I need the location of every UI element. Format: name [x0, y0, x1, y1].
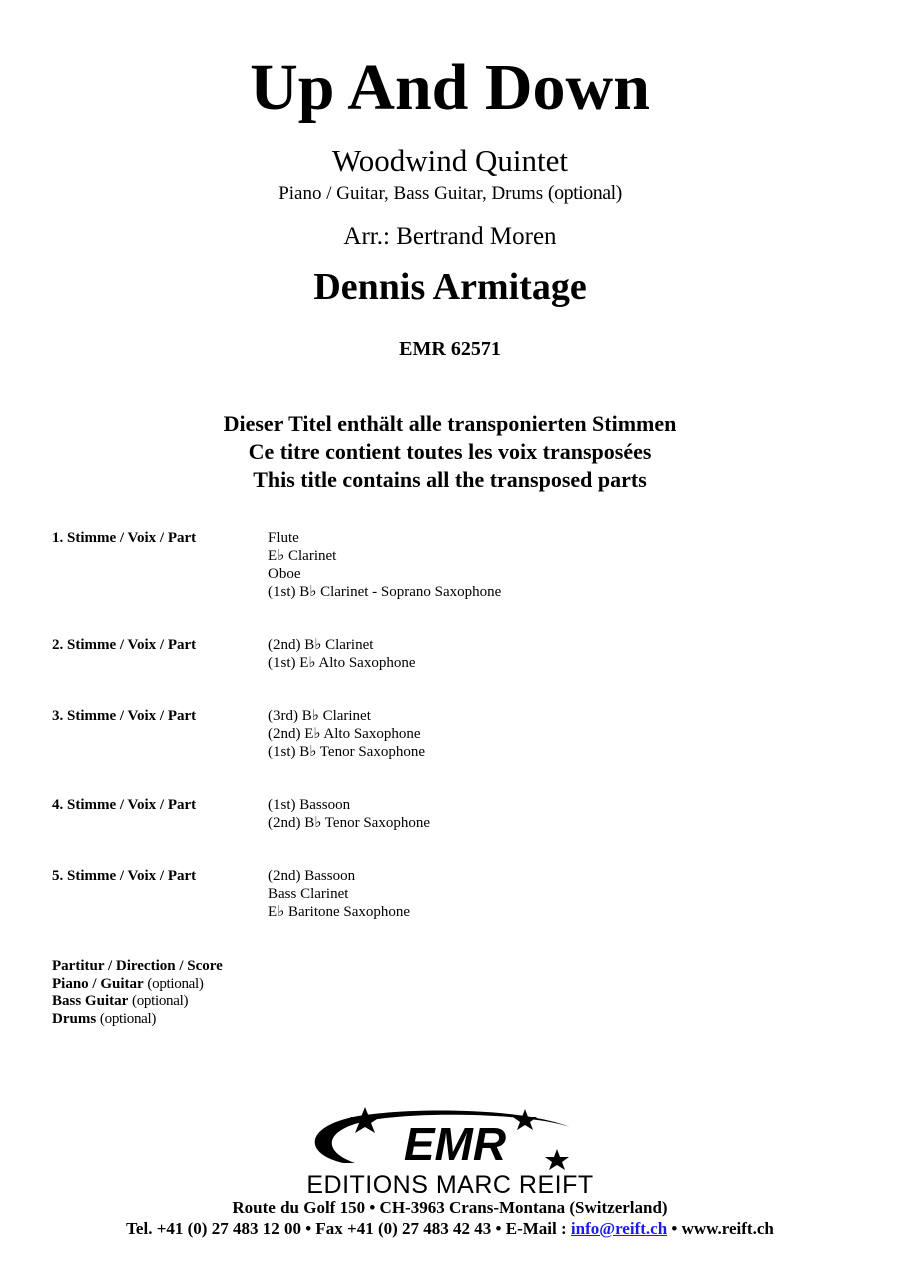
publisher-name: EDITIONS MARC REIFT [306, 1171, 594, 1199]
instrumentation-main: Piano / Guitar, Bass Guitar, Drums [278, 183, 544, 204]
notice-english: This title contains all the transposed parts [253, 467, 647, 492]
instrumentation-optional: (optional) [547, 182, 622, 204]
part-label: 3. Stimme / Voix / Part [52, 708, 197, 724]
instrument-item: Bass Clarinet [268, 886, 349, 902]
publisher-address: Route du Golf 150 • CH-3963 Crans-Montana (Switzerland) [232, 1198, 668, 1217]
logo-text: EMR [403, 1118, 507, 1170]
instrument-item: Oboe [268, 566, 301, 582]
part-instrument-list [268, 796, 430, 832]
instrument-item: (1st) B♭ Clarinet - Soprano Saxophone [268, 584, 502, 600]
additional-parts-list [52, 958, 223, 1028]
instrument-item: E♭ Clarinet [268, 548, 337, 564]
part-label: 4. Stimme / Voix / Part [52, 797, 197, 813]
part-instrument-list [268, 867, 410, 921]
contact-website: • www.reift.ch [667, 1219, 774, 1238]
part-label: 5. Stimme / Voix / Part [52, 868, 197, 884]
email-link[interactable]: info@reift.ch [570, 1219, 668, 1238]
part-label: 1. Stimme / Voix / Part [52, 530, 197, 546]
instrument-item: (1st) B♭ Tenor Saxophone [268, 744, 425, 760]
instrument-item: (2nd) B♭ Tenor Saxophone [268, 815, 430, 831]
extra-part-score: Partitur / Direction / Score [52, 958, 223, 974]
emr-logo-icon [295, 1105, 615, 1175]
notice-french: Ce titre contient toutes les voix transposées [248, 439, 652, 464]
piece-title: Up And Down [250, 51, 650, 124]
instrumentation-line [0, 181, 900, 206]
instrument-item: (3rd) B♭ Clarinet [268, 708, 371, 724]
instrument-item: Flute [268, 530, 299, 546]
part-instrument-list [268, 529, 501, 601]
composer: Dennis Armitage [313, 266, 587, 308]
arranger: Arr.: Bertrand Moren [343, 223, 557, 250]
notice-german: Dieser Titel enthält alle transponierten Stimmen [223, 411, 677, 436]
instrument-item: (2nd) B♭ Clarinet [268, 637, 374, 653]
contact-phone-fax: Tel. +41 (0) 27 483 12 00 • Fax +41 (0) 27 483 42 43 • E-Mail : [126, 1219, 571, 1238]
part-instrument-list [268, 636, 415, 672]
ensemble-subtitle: Woodwind Quintet [331, 143, 568, 178]
extra-part-drums: Drums (optional) [52, 1010, 157, 1027]
instrument-item: (1st) Bassoon [268, 797, 351, 813]
part-label: 2. Stimme / Voix / Part [52, 637, 197, 653]
instrument-item: (2nd) Bassoon [268, 868, 356, 884]
instrument-item: (1st) E♭ Alto Saxophone [268, 655, 416, 671]
part-instrument-list [268, 707, 425, 761]
extra-part-bass-guitar: Bass Guitar (optional) [52, 993, 189, 1009]
extra-part-piano-guitar: Piano / Guitar (optional) [52, 975, 204, 992]
transposition-notice [0, 410, 900, 494]
instrument-item: (2nd) E♭ Alto Saxophone [268, 726, 421, 742]
instrument-item: E♭ Baritone Saxophone [268, 904, 411, 920]
publisher-contact [0, 1218, 900, 1240]
catalog-number: EMR 62571 [399, 338, 501, 360]
